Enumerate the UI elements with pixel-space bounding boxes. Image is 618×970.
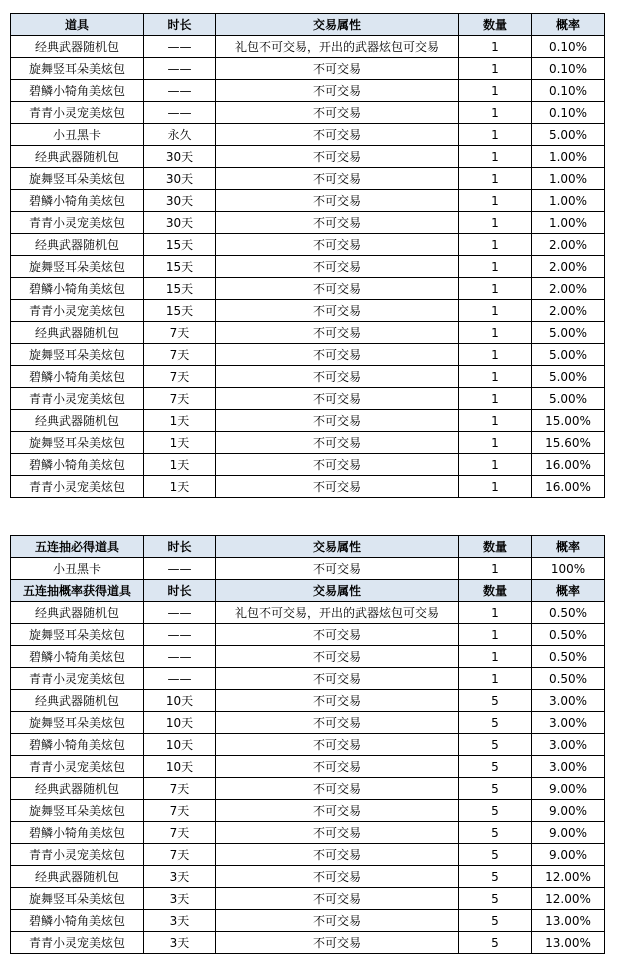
cell-item: 青青小灵宠美炫包 [11,388,144,410]
cell-quantity: 1 [459,366,532,388]
cell-probability: 100% [532,558,605,580]
cell-quantity: 1 [459,36,532,58]
table-row [11,212,605,234]
cell-item: 青青小灵宠美炫包 [11,668,144,690]
cell-probability: 5.00% [532,366,605,388]
cell-item: 碧鳞小犄角美炫包 [11,190,144,212]
table-row [11,646,605,668]
cell-quantity: 1 [459,80,532,102]
cell-quantity: 1 [459,278,532,300]
cell-quantity: 5 [459,712,532,734]
cell-probability: 3.00% [532,734,605,756]
cell-quantity: 5 [459,888,532,910]
table-header-row [11,14,605,36]
cell-quantity: 1 [459,454,532,476]
table-row [11,36,605,58]
cell-quantity: 1 [459,58,532,80]
cell-quantity: 5 [459,734,532,756]
cell-item: 青青小灵宠美炫包 [11,476,144,498]
cell-trade-attribute: 不可交易 [216,124,459,146]
cell-probability: 2.00% [532,256,605,278]
cell-quantity: 5 [459,910,532,932]
cell-probability: 16.00% [532,454,605,476]
cell-trade-attribute: 不可交易 [216,800,459,822]
cell-item: 经典武器随机包 [11,866,144,888]
cell-quantity: 5 [459,866,532,888]
table-row [11,278,605,300]
cell-probability: 9.00% [532,844,605,866]
cell-probability: 5.00% [532,344,605,366]
table-row [11,256,605,278]
cell-quantity: 1 [459,558,532,580]
cell-item: 青青小灵宠美炫包 [11,844,144,866]
table-row [11,124,605,146]
cell-item: 旋舞竖耳朵美炫包 [11,256,144,278]
cell-duration: 7天 [144,844,216,866]
table-row [11,800,605,822]
cell-item: 青青小灵宠美炫包 [11,300,144,322]
cell-trade-attribute: 不可交易 [216,410,459,432]
header-duration: 时长 [144,14,216,36]
table-row [11,300,605,322]
cell-trade-attribute: 不可交易 [216,646,459,668]
table-row [11,888,605,910]
cell-quantity: 1 [459,602,532,624]
cell-duration: 30天 [144,146,216,168]
cell-item: 小丑黑卡 [11,124,144,146]
cell-probability: 0.10% [532,36,605,58]
cell-quantity: 1 [459,668,532,690]
cell-trade-attribute: 不可交易 [216,300,459,322]
subheader-duration: 时长 [144,580,216,602]
cell-duration: —— [144,58,216,80]
cell-probability: 3.00% [532,690,605,712]
cell-probability: 2.00% [532,278,605,300]
cell-duration: —— [144,558,216,580]
table-subheader-row [11,580,605,602]
cell-duration: —— [144,36,216,58]
table-row [11,410,605,432]
cell-probability: 9.00% [532,822,605,844]
cell-trade-attribute: 不可交易 [216,168,459,190]
cell-duration: 15天 [144,234,216,256]
cell-duration: 3天 [144,866,216,888]
table-row [11,388,605,410]
cell-duration: 永久 [144,124,216,146]
table-row [11,366,605,388]
cell-quantity: 1 [459,256,532,278]
header-duration: 时长 [144,536,216,558]
header-quantity: 数量 [459,14,532,36]
cell-duration: 15天 [144,300,216,322]
cell-duration: 7天 [144,388,216,410]
cell-trade-attribute: 礼包不可交易，开出的武器炫包可交易 [216,602,459,624]
cell-probability: 1.00% [532,190,605,212]
cell-item: 经典武器随机包 [11,322,144,344]
cell-item: 旋舞竖耳朵美炫包 [11,888,144,910]
cell-duration: 7天 [144,366,216,388]
cell-quantity: 1 [459,190,532,212]
cell-probability: 5.00% [532,124,605,146]
cell-item: 碧鳞小犄角美炫包 [11,278,144,300]
header-trade-attribute: 交易属性 [216,536,459,558]
cell-duration: 7天 [144,778,216,800]
subheader-quantity: 数量 [459,580,532,602]
cell-duration: 10天 [144,712,216,734]
cell-duration: 30天 [144,212,216,234]
cell-item: 旋舞竖耳朵美炫包 [11,58,144,80]
cell-trade-attribute: 不可交易 [216,822,459,844]
cell-item: 经典武器随机包 [11,410,144,432]
cell-probability: 15.00% [532,410,605,432]
table-row [11,322,605,344]
cell-trade-attribute: 不可交易 [216,256,459,278]
cell-trade-attribute: 不可交易 [216,278,459,300]
table-row [11,624,605,646]
cell-probability: 13.00% [532,910,605,932]
cell-duration: 7天 [144,822,216,844]
guaranteed-items-body [11,558,605,580]
cell-quantity: 5 [459,778,532,800]
cell-trade-attribute: 不可交易 [216,344,459,366]
cell-probability: 1.00% [532,146,605,168]
cell-duration: —— [144,102,216,124]
cell-quantity: 5 [459,800,532,822]
cell-trade-attribute: 不可交易 [216,778,459,800]
cell-duration: —— [144,80,216,102]
subheader-probability: 概率 [532,580,605,602]
cell-duration: 7天 [144,344,216,366]
cell-trade-attribute: 不可交易 [216,668,459,690]
cell-probability: 2.00% [532,300,605,322]
cell-probability: 12.00% [532,888,605,910]
cell-item: 碧鳞小犄角美炫包 [11,366,144,388]
cell-item: 旋舞竖耳朵美炫包 [11,800,144,822]
cell-item: 青青小灵宠美炫包 [11,756,144,778]
cell-trade-attribute: 不可交易 [216,476,459,498]
cell-probability: 0.50% [532,602,605,624]
header-probability: 概率 [532,14,605,36]
cell-trade-attribute: 不可交易 [216,454,459,476]
cell-trade-attribute: 不可交易 [216,234,459,256]
table-row [11,690,605,712]
cell-probability: 3.00% [532,756,605,778]
cell-trade-attribute: 不可交易 [216,212,459,234]
cell-duration: 10天 [144,734,216,756]
cell-item: 碧鳞小犄角美炫包 [11,454,144,476]
cell-duration: 3天 [144,932,216,954]
probability-table-five-draw [10,535,605,954]
cell-quantity: 1 [459,410,532,432]
cell-duration: 10天 [144,690,216,712]
cell-duration: 7天 [144,322,216,344]
cell-item: 青青小灵宠美炫包 [11,102,144,124]
table-row [11,344,605,366]
cell-item: 碧鳞小犄角美炫包 [11,910,144,932]
cell-quantity: 1 [459,146,532,168]
cell-probability: 9.00% [532,778,605,800]
cell-item: 青青小灵宠美炫包 [11,932,144,954]
header-item: 道具 [11,14,144,36]
cell-trade-attribute: 不可交易 [216,558,459,580]
cell-trade-attribute: 不可交易 [216,932,459,954]
table-row [11,866,605,888]
cell-probability: 0.10% [532,58,605,80]
cell-duration: 3天 [144,888,216,910]
cell-probability: 0.50% [532,624,605,646]
cell-trade-attribute: 不可交易 [216,146,459,168]
cell-trade-attribute: 不可交易 [216,690,459,712]
cell-trade-attribute: 不可交易 [216,366,459,388]
cell-item: 经典武器随机包 [11,146,144,168]
cell-duration: 1天 [144,454,216,476]
table-row [11,756,605,778]
table-row [11,58,605,80]
cell-trade-attribute: 礼包不可交易，开出的武器炫包可交易 [216,36,459,58]
cell-trade-attribute: 不可交易 [216,734,459,756]
cell-probability: 1.00% [532,212,605,234]
header-trade-attribute: 交易属性 [216,14,459,36]
cell-duration: —— [144,624,216,646]
table-row [11,476,605,498]
table-header-row [11,536,605,558]
cell-quantity: 1 [459,124,532,146]
cell-duration: 15天 [144,256,216,278]
cell-quantity: 5 [459,756,532,778]
cell-item: 旋舞竖耳朵美炫包 [11,712,144,734]
cell-quantity: 1 [459,344,532,366]
cell-quantity: 5 [459,690,532,712]
cell-trade-attribute: 不可交易 [216,712,459,734]
table-row [11,602,605,624]
table-row [11,146,605,168]
table-row [11,668,605,690]
cell-quantity: 1 [459,388,532,410]
cell-quantity: 5 [459,932,532,954]
cell-trade-attribute: 不可交易 [216,322,459,344]
cell-trade-attribute: 不可交易 [216,190,459,212]
cell-trade-attribute: 不可交易 [216,80,459,102]
cell-trade-attribute: 不可交易 [216,388,459,410]
subheader-trade-attribute: 交易属性 [216,580,459,602]
table-row [11,168,605,190]
cell-quantity: 1 [459,476,532,498]
cell-trade-attribute: 不可交易 [216,844,459,866]
cell-quantity: 5 [459,822,532,844]
cell-probability: 3.00% [532,712,605,734]
cell-probability: 5.00% [532,388,605,410]
table-row [11,778,605,800]
cell-probability: 1.00% [532,168,605,190]
cell-trade-attribute: 不可交易 [216,102,459,124]
table-row [11,80,605,102]
cell-trade-attribute: 不可交易 [216,756,459,778]
table-row [11,932,605,954]
cell-duration: 1天 [144,476,216,498]
cell-quantity: 1 [459,322,532,344]
subheader-probability-item: 五连抽概率获得道具 [11,580,144,602]
cell-trade-attribute: 不可交易 [216,888,459,910]
probability-table-single-draw [10,13,605,498]
cell-duration: 30天 [144,190,216,212]
cell-quantity: 1 [459,646,532,668]
table-row [11,454,605,476]
cell-trade-attribute: 不可交易 [216,624,459,646]
cell-quantity: 1 [459,168,532,190]
cell-item: 经典武器随机包 [11,234,144,256]
table-row [11,734,605,756]
cell-quantity: 1 [459,624,532,646]
table-row [11,558,605,580]
cell-item: 经典武器随机包 [11,778,144,800]
cell-item: 经典武器随机包 [11,690,144,712]
cell-trade-attribute: 不可交易 [216,866,459,888]
table-body [11,36,605,498]
cell-item: 碧鳞小犄角美炫包 [11,822,144,844]
cell-duration: —— [144,602,216,624]
cell-quantity: 1 [459,234,532,256]
header-probability: 概率 [532,536,605,558]
cell-trade-attribute: 不可交易 [216,910,459,932]
table-row [11,844,605,866]
cell-probability: 0.10% [532,102,605,124]
cell-item: 碧鳞小犄角美炫包 [11,734,144,756]
cell-duration: —— [144,646,216,668]
cell-item: 经典武器随机包 [11,602,144,624]
cell-probability: 0.50% [532,646,605,668]
table-row [11,234,605,256]
cell-probability: 16.00% [532,476,605,498]
cell-probability: 13.00% [532,932,605,954]
cell-duration: —— [144,668,216,690]
cell-quantity: 1 [459,432,532,454]
table-row [11,432,605,454]
cell-item: 旋舞竖耳朵美炫包 [11,432,144,454]
cell-duration: 1天 [144,432,216,454]
cell-probability: 2.00% [532,234,605,256]
table-row [11,822,605,844]
cell-probability: 0.10% [532,80,605,102]
cell-item: 旋舞竖耳朵美炫包 [11,344,144,366]
cell-trade-attribute: 不可交易 [216,432,459,454]
cell-item: 青青小灵宠美炫包 [11,212,144,234]
table-row [11,190,605,212]
table-row [11,712,605,734]
cell-duration: 30天 [144,168,216,190]
cell-item: 经典武器随机包 [11,36,144,58]
cell-item: 旋舞竖耳朵美炫包 [11,624,144,646]
cell-quantity: 1 [459,212,532,234]
table-row [11,910,605,932]
cell-item: 碧鳞小犄角美炫包 [11,80,144,102]
subheader-body [11,580,605,602]
cell-duration: 1天 [144,410,216,432]
cell-item: 小丑黑卡 [11,558,144,580]
cell-duration: 15天 [144,278,216,300]
cell-duration: 7天 [144,800,216,822]
cell-trade-attribute: 不可交易 [216,58,459,80]
cell-item: 碧鳞小犄角美炫包 [11,646,144,668]
cell-quantity: 1 [459,102,532,124]
header-quantity: 数量 [459,536,532,558]
table-row [11,102,605,124]
cell-probability: 9.00% [532,800,605,822]
cell-duration: 3天 [144,910,216,932]
cell-quantity: 1 [459,300,532,322]
cell-quantity: 5 [459,844,532,866]
cell-item: 旋舞竖耳朵美炫包 [11,168,144,190]
header-guaranteed-item: 五连抽必得道具 [11,536,144,558]
cell-probability: 5.00% [532,322,605,344]
table-body [11,602,605,954]
cell-probability: 12.00% [532,866,605,888]
cell-probability: 0.50% [532,668,605,690]
cell-duration: 10天 [144,756,216,778]
cell-probability: 15.60% [532,432,605,454]
